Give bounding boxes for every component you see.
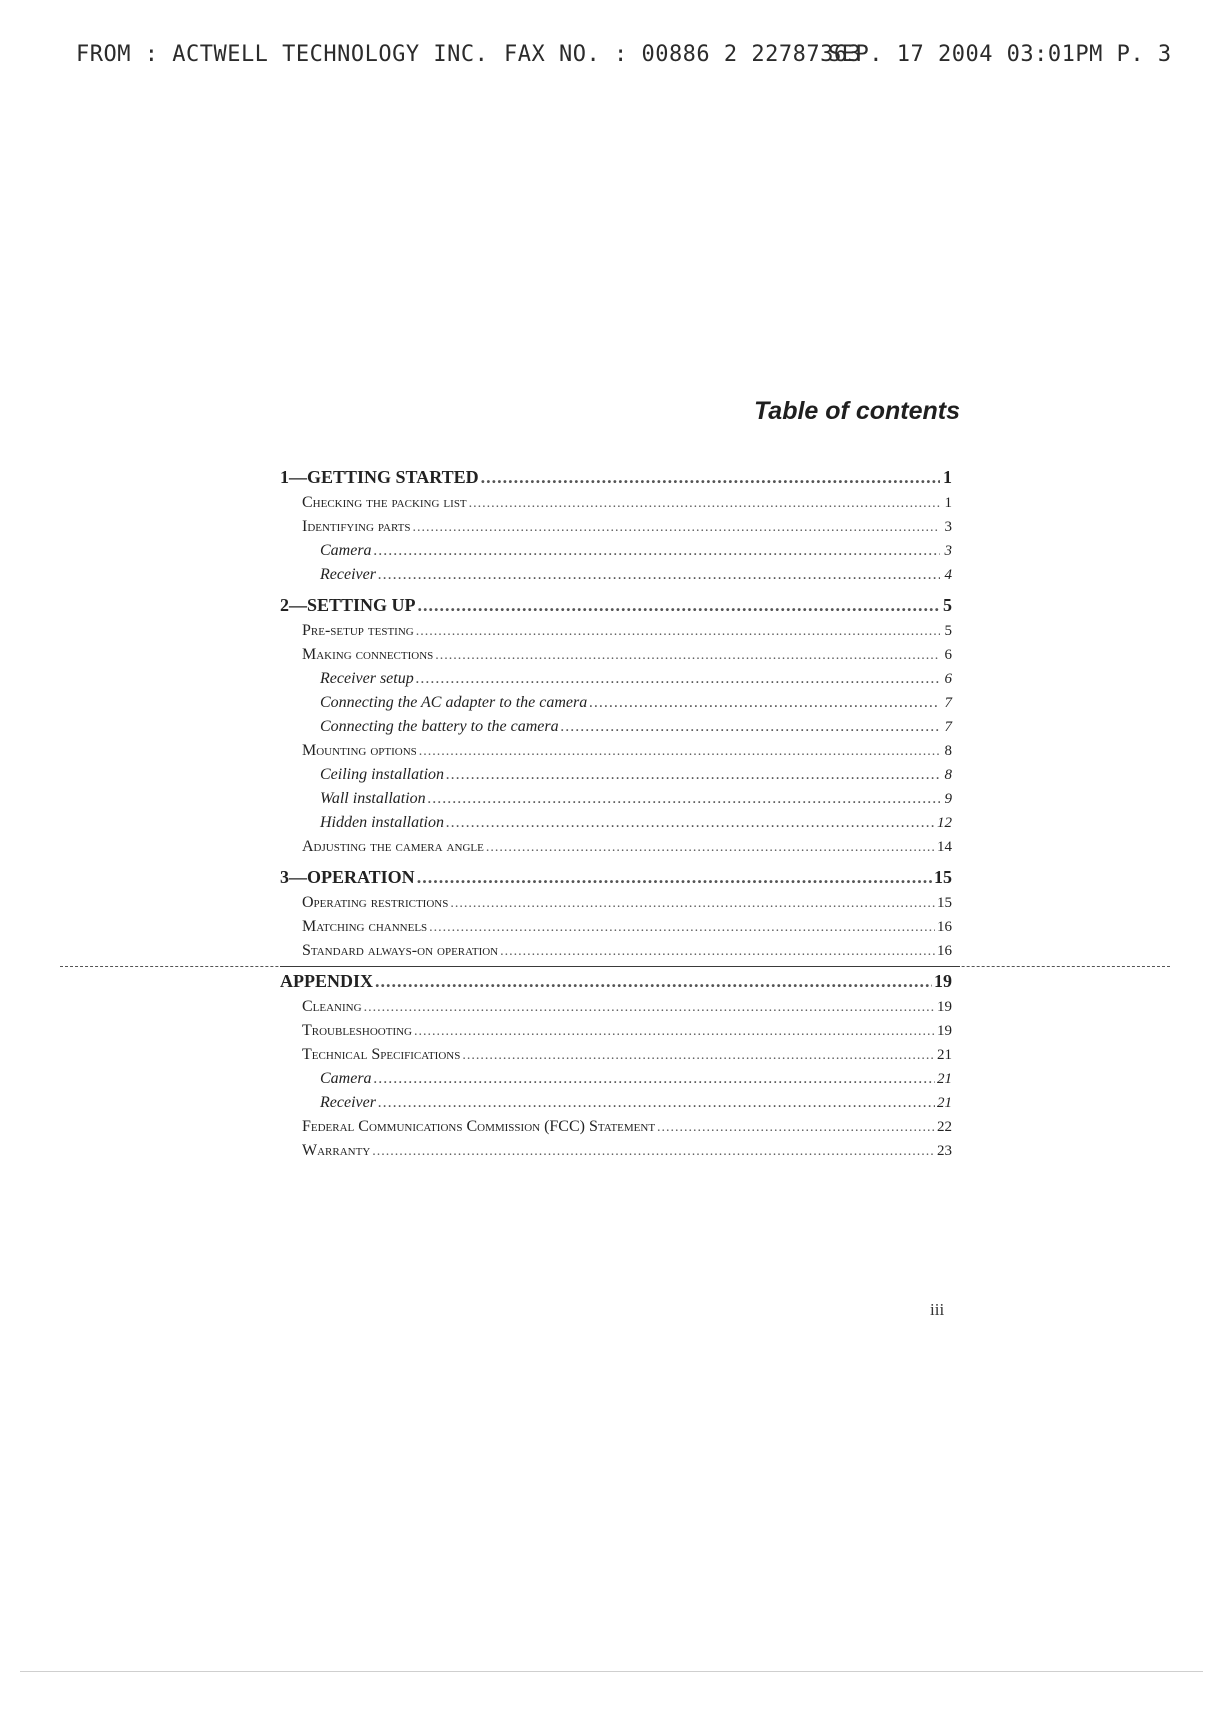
toc-entry bbox=[280, 494, 952, 518]
dot-leader bbox=[413, 520, 941, 536]
dot-leader bbox=[375, 971, 932, 992]
page-edge bbox=[20, 1671, 1203, 1672]
table-of-contents bbox=[280, 462, 952, 1166]
toc-entry-page: 16 bbox=[937, 943, 952, 959]
toc-entry-page: 9 bbox=[944, 791, 952, 807]
toc-entry-page: 23 bbox=[937, 1143, 952, 1159]
toc-entry-label: Camera bbox=[320, 1070, 372, 1087]
toc-entry-page: 1 bbox=[944, 495, 952, 511]
toc-entry bbox=[280, 670, 952, 694]
dot-leader bbox=[429, 920, 935, 936]
toc-entry-label: Connecting the battery to the camera bbox=[320, 718, 559, 735]
toc-entry-label: Receiver setup bbox=[320, 670, 414, 687]
toc-entry-page: 7 bbox=[944, 695, 952, 711]
toc-entry-page: 4 bbox=[944, 567, 952, 583]
dot-leader bbox=[416, 670, 940, 688]
dot-leader bbox=[416, 624, 940, 640]
dot-leader bbox=[561, 718, 940, 736]
toc-entry-page: 6 bbox=[944, 647, 952, 663]
toc-entry bbox=[280, 1142, 952, 1166]
toc-entry-page: 5 bbox=[943, 595, 952, 615]
toc-entry-page: 8 bbox=[944, 743, 952, 759]
toc-entry bbox=[280, 894, 952, 918]
dot-leader bbox=[462, 1048, 935, 1064]
toc-entry bbox=[280, 742, 952, 766]
toc-entry-page: 15 bbox=[934, 867, 952, 887]
dot-leader bbox=[589, 694, 940, 712]
toc-entry-label: Federal Communications Commission (FCC) Statement bbox=[302, 1118, 656, 1135]
dot-leader bbox=[428, 790, 940, 808]
toc-entry-label: Hidden installation bbox=[320, 814, 444, 831]
toc-entry-label: Ceiling installation bbox=[320, 766, 445, 783]
toc-entry bbox=[280, 838, 952, 862]
dot-leader bbox=[446, 766, 940, 784]
dot-leader bbox=[374, 1070, 935, 1088]
toc-entry-label: Cleaning bbox=[302, 998, 362, 1015]
fax-number: FAX NO. : 00886 2 22787363 bbox=[504, 42, 862, 67]
dot-leader bbox=[378, 566, 940, 584]
dot-leader bbox=[378, 1094, 935, 1112]
toc-entry bbox=[280, 542, 952, 566]
toc-entry-page: 19 bbox=[937, 1023, 952, 1039]
toc-entry bbox=[280, 966, 952, 998]
dot-leader bbox=[419, 744, 940, 760]
toc-entry bbox=[280, 790, 952, 814]
toc-entry-page: 12 bbox=[937, 815, 952, 831]
toc-entry-label: Adjusting the camera angle bbox=[302, 838, 484, 855]
toc-entry-page: 19 bbox=[934, 971, 952, 991]
toc-entry-label: 1—GETTING STARTED bbox=[280, 467, 479, 487]
dot-leader bbox=[486, 840, 935, 856]
toc-entry-page: 14 bbox=[937, 839, 952, 855]
toc-entry bbox=[280, 1022, 952, 1046]
toc-entry-page: 7 bbox=[944, 719, 952, 735]
toc-entry-label: Receiver bbox=[320, 1094, 376, 1111]
dot-leader bbox=[364, 1000, 935, 1016]
fax-from: FROM : ACTWELL TECHNOLOGY INC. bbox=[76, 42, 489, 67]
toc-entry-page: 3 bbox=[944, 519, 952, 535]
toc-entry-label: Matching channels bbox=[302, 918, 428, 935]
dot-leader bbox=[374, 542, 940, 560]
toc-entry-page: 21 bbox=[937, 1047, 952, 1063]
toc-entry-label: Pre-setup testing bbox=[302, 622, 414, 639]
toc-entry-page: 6 bbox=[944, 671, 952, 687]
toc-entry bbox=[280, 998, 952, 1022]
toc-entry-label: Checking the packing list bbox=[302, 494, 467, 511]
toc-entry bbox=[280, 566, 952, 590]
toc-entry-label: Warranty bbox=[302, 1142, 371, 1159]
toc-entry bbox=[280, 518, 952, 542]
dot-leader bbox=[481, 467, 940, 488]
dot-leader bbox=[414, 1024, 935, 1040]
fax-header bbox=[76, 42, 1172, 76]
toc-entry bbox=[280, 814, 952, 838]
toc-entry-label: Receiver bbox=[320, 566, 376, 583]
toc-entry-label: Camera bbox=[320, 542, 372, 559]
toc-entry-page: 21 bbox=[937, 1095, 952, 1111]
toc-entry bbox=[280, 918, 952, 942]
toc-entry-page: 19 bbox=[937, 999, 952, 1015]
toc-entry-page: 5 bbox=[944, 623, 952, 639]
toc-entry-label: Making connections bbox=[302, 646, 434, 663]
divider bbox=[280, 966, 960, 967]
toc-entry-page: 3 bbox=[944, 543, 952, 559]
toc-entry bbox=[280, 622, 952, 646]
dot-leader bbox=[657, 1120, 935, 1136]
toc-entry bbox=[280, 590, 952, 622]
toc-entry-page: 8 bbox=[944, 767, 952, 783]
fax-date: SEP. 17 2004 03:01PM P. 3 bbox=[828, 42, 1172, 67]
toc-entry-label: Technical Specifications bbox=[302, 1046, 461, 1063]
toc-entry bbox=[280, 942, 952, 966]
toc-entry-page: 21 bbox=[937, 1071, 952, 1087]
toc-entry-label: Wall installation bbox=[320, 790, 426, 807]
dot-leader bbox=[500, 944, 935, 960]
page-number: iii bbox=[930, 1300, 945, 1319]
toc-entry-label: Standard always-on operation bbox=[302, 942, 499, 959]
dot-leader bbox=[417, 867, 932, 888]
dot-leader bbox=[446, 814, 935, 832]
toc-entry bbox=[280, 462, 952, 494]
toc-entry-label: Connecting the AC adapter to the camera bbox=[320, 694, 588, 711]
toc-entry-label: APPENDIX bbox=[280, 971, 373, 991]
toc-entry bbox=[280, 1046, 952, 1070]
dot-leader bbox=[372, 1144, 935, 1160]
toc-entry-label: 3—OPERATION bbox=[280, 867, 415, 887]
toc-entry bbox=[280, 1070, 952, 1094]
toc-entry-label: Identifying parts bbox=[302, 518, 411, 535]
toc-entry-label: 2—SETTING UP bbox=[280, 595, 416, 615]
toc-entry bbox=[280, 1094, 952, 1118]
toc-entry bbox=[280, 694, 952, 718]
dot-leader bbox=[435, 648, 940, 664]
toc-entry-label: Operating restrictions bbox=[302, 894, 449, 911]
dot-leader bbox=[418, 595, 940, 616]
dot-leader bbox=[469, 496, 940, 512]
toc-entry bbox=[280, 718, 952, 742]
toc-entry-page: 22 bbox=[937, 1119, 952, 1135]
toc-entry-label: Troubleshooting bbox=[302, 1022, 412, 1039]
page-title: Table of contents bbox=[753, 397, 960, 425]
toc-entry-label: Mounting options bbox=[302, 742, 417, 759]
toc-entry-page: 16 bbox=[937, 919, 952, 935]
toc-entry bbox=[280, 862, 952, 894]
toc-entry bbox=[280, 646, 952, 670]
toc-entry bbox=[280, 1118, 952, 1142]
toc-entry bbox=[280, 766, 952, 790]
toc-entry-page: 15 bbox=[937, 895, 952, 911]
dot-leader bbox=[450, 896, 935, 912]
toc-entry-page: 1 bbox=[943, 467, 952, 487]
